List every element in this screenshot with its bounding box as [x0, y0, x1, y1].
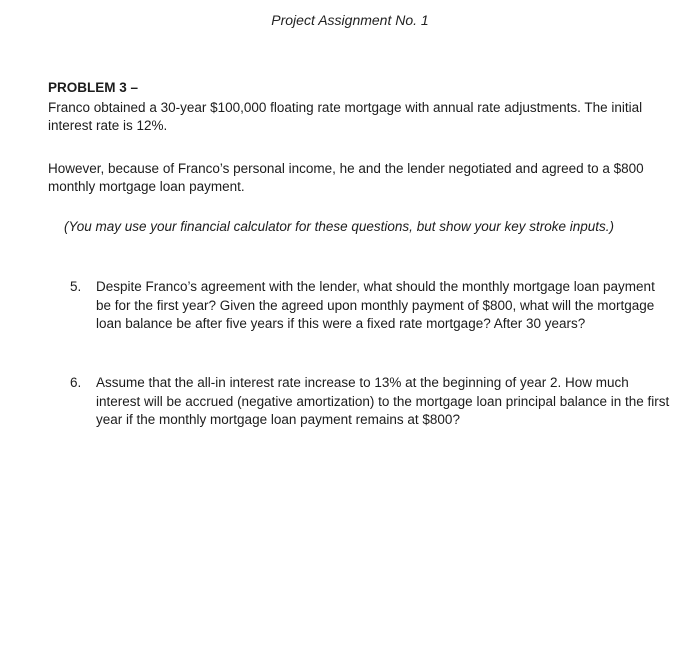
- calculator-note: (You may use your financial calculator for these questions, but show your key stroke inputs.): [64, 219, 615, 234]
- question-text: Assume that the all-in interest rate increase to 13% at the beginning of year 2. How much interest will be accrued (negative amortization) to the mortgage loan principal balance in the first year if the monthly mortgage loan payment remains at $800?: [96, 375, 670, 427]
- question-6: [70, 374, 670, 430]
- list-item: [70, 278, 670, 334]
- page-header-title: Project Assignment No. 1: [271, 12, 429, 28]
- problem-title: PROBLEM 3 –: [48, 80, 139, 95]
- question-number: 5.: [70, 279, 82, 294]
- question-number: 6.: [70, 375, 82, 390]
- question-text: Despite Franco’s agreement with the lender, what should the monthly mortgage loan payment be for the first year? Given the agreed upon monthly payment of $800, what will the mortgage loan balance be after five years if this were a fixed rate mortgage? After 30 years?: [96, 279, 655, 331]
- problem-paragraph-2: However, because of Franco’s personal income, he and the lender negotiated and agreed to a $800 monthly mortgage loan payment.: [48, 161, 644, 194]
- question-5: [70, 278, 670, 334]
- list-item: [70, 374, 670, 430]
- problem-paragraph-1: Franco obtained a 30-year $100,000 floating rate mortgage with annual rate adjustments. The initial interest rate is 12%.: [48, 100, 643, 133]
